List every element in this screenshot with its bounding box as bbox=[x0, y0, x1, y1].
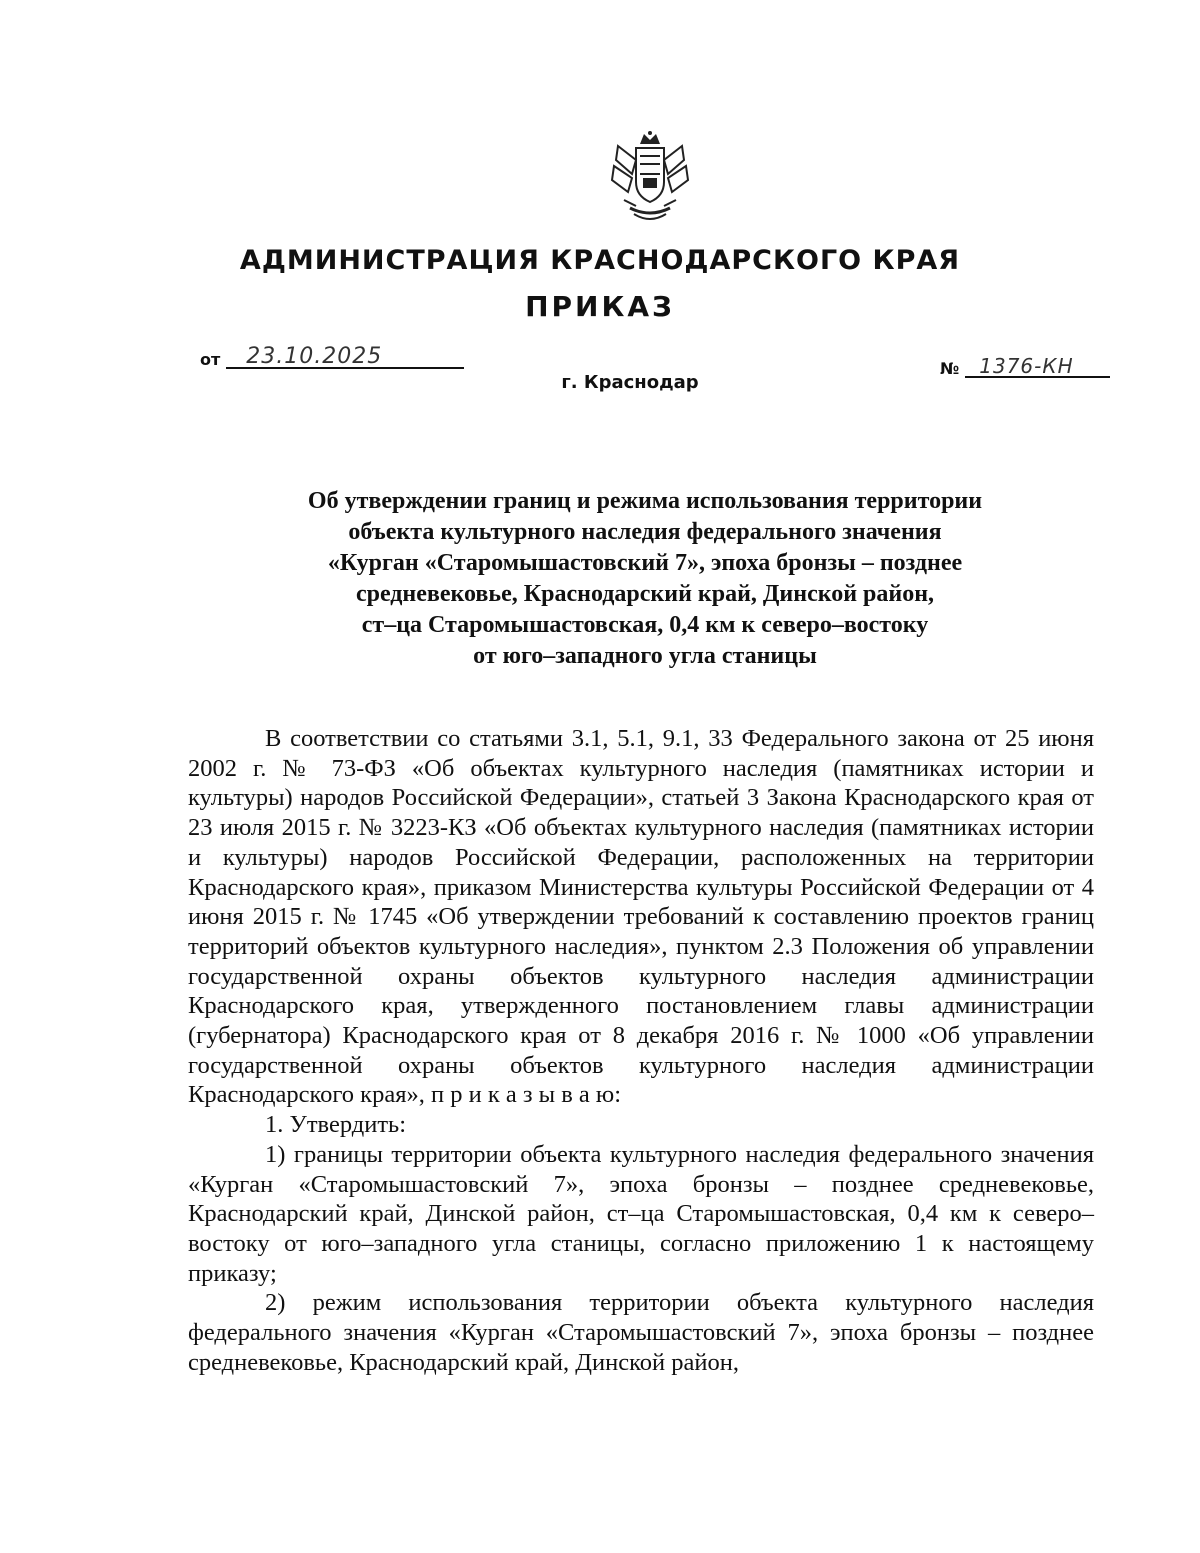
item-1: 1. Утвердить: bbox=[265, 1111, 407, 1139]
coat-of-arms-icon bbox=[610, 130, 690, 225]
item-1-1: 1) границы территории объекта культурного наследия федерального значения «Курган «Старомышастовский 7», эпоха бронзы – позднее средневековье, Краснодарский край, Динской район, ст–ца Старомышастовская, 0,4 км к северо–востоку от юго–западного угла станицы, согласно приложению 1 к настоящему приказу; bbox=[188, 1140, 1094, 1287]
city-name: г. Краснодар bbox=[561, 372, 699, 393]
handwritten-number: 1376-КН bbox=[979, 354, 1074, 378]
document-title bbox=[190, 486, 1100, 672]
title-line: объекта культурного наследия федерального значения bbox=[348, 519, 942, 545]
handwritten-date: 23.10.2025 bbox=[246, 344, 383, 369]
preamble-paragraph: В соответствии со статьями 3.1, 5.1, 9.1, 33 Федерального закона от 25 июня 2002 г. № 73-ФЗ «Об объектах культурного наследия (памятниках истории и культуры) народов Российской Федерации», статьей 3 Закона Краснодарского края от 23 июля 2015 г. № 3223-КЗ «Об объектах культурного наследия (памятниках истории и культуры) народов Российской Федерации, расположенных на территории Краснодарского края», приказом Министерства культуры Российской Федерации от 4 июня 2015 г. № 1745 «Об утверждении требований к составлению проектов границ территорий объектов культурного наследия», пунктом 2.3 Положения об управлении государственной охраны объектов культурного наследия администрации Краснодарского края, утвержденного постановлением главы администрации (губернатора) Краснодарского края от 8 декабря 2016 г. № 1000 «Об управлении государственной охраны объектов культурного наследия администрации Краснодарского края», п р и к а з ы в а ю: bbox=[188, 725, 1094, 1109]
title-line: ст–ца Старомышастовская, 0,4 км к северо–востоку bbox=[361, 612, 929, 638]
title-line: от юго–западного угла станицы bbox=[473, 643, 817, 669]
date-label: от bbox=[200, 350, 221, 369]
number-label: № bbox=[940, 359, 960, 378]
item-1-2: 2) режим использования территории объекта культурного наследия федерального значения «Курган «Старомышастовский 7», эпоха бронзы – позднее средневековье, Краснодарский край, Динской район, bbox=[188, 1289, 1094, 1376]
document-body bbox=[188, 724, 1094, 1377]
document-type: ПРИКАЗ bbox=[525, 290, 675, 323]
title-line: средневековье, Краснодарский край, Динской район, bbox=[355, 581, 935, 607]
title-line: Об утверждении границ и режима использования территории bbox=[307, 488, 983, 514]
organization-name: АДМИНИСТРАЦИЯ КРАСНОДАРСКОГО КРАЯ bbox=[239, 245, 961, 276]
date-field bbox=[200, 345, 464, 369]
title-line: «Курган «Старомышастовский 7», эпоха бронзы – позднее bbox=[327, 550, 963, 576]
date-line bbox=[226, 345, 464, 369]
